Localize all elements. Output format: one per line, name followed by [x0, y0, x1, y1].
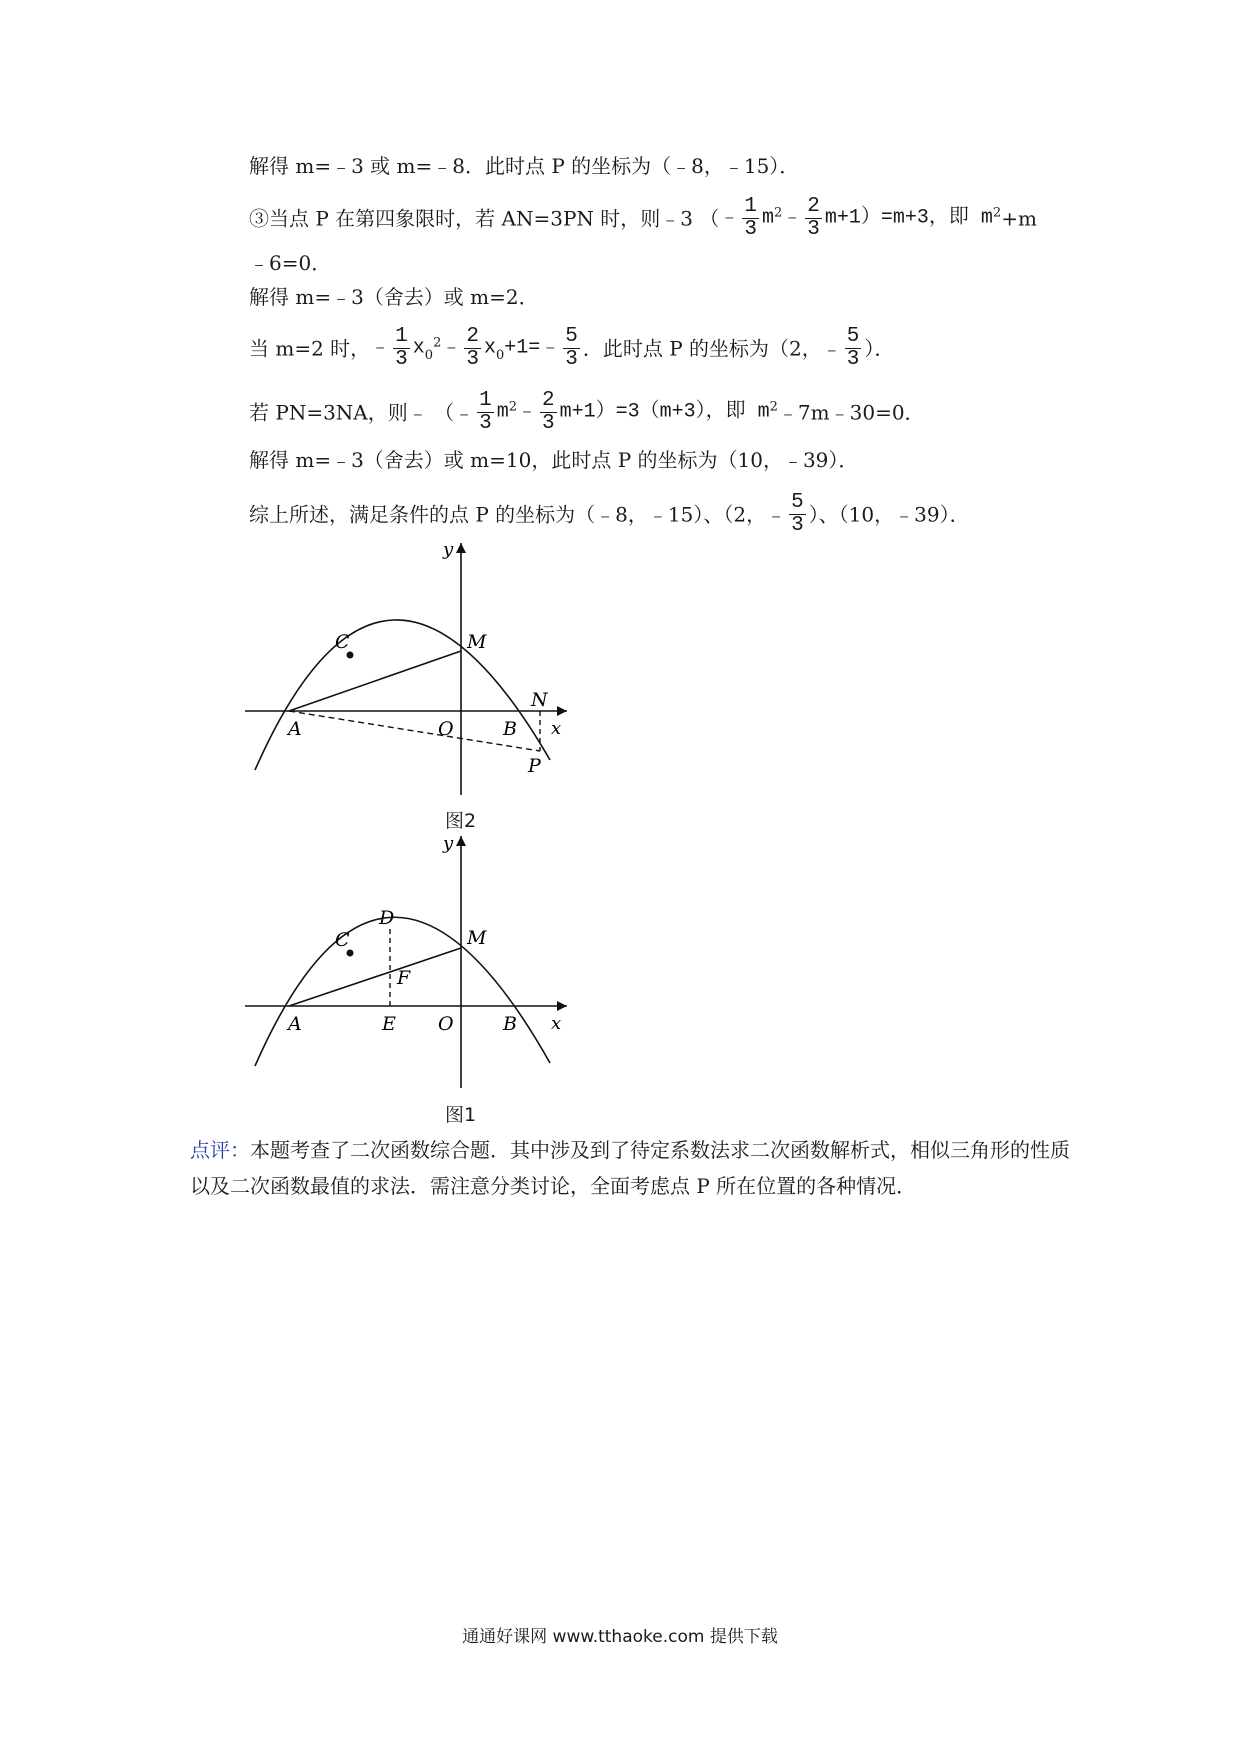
label-e: E — [382, 1013, 396, 1035]
fraction: $\frac{1}{3}$ — [395, 325, 408, 371]
fraction: $\frac{5}{3}$ — [846, 325, 860, 371]
y-axis-arrow — [456, 543, 466, 553]
label-p: P — [528, 755, 541, 777]
figure-2-caption: 图2 — [445, 810, 477, 832]
comment-block — [190, 1132, 1070, 1204]
solution-line-2: ③当点 P 在第四象限时，若 AN=3PN 时，则﹣3 （﹣ $\frac{1}{3}$ $m^2﹣$ $\frac{2}{3}$ m+1）=m+3，即 $m^2+m$ — [249, 195, 1037, 241]
fraction: $\frac{1}{3}$ — [744, 195, 757, 241]
figure-1 — [245, 828, 585, 1088]
label-a: A — [288, 1013, 302, 1035]
solution-line-4: 解得 m=﹣3（舍去）或 m=2． — [249, 285, 539, 309]
label-b: B — [503, 1013, 517, 1035]
fraction: $\frac{2}{3}$ — [542, 389, 555, 435]
fraction: $\frac{5}{3}$ — [565, 325, 578, 371]
segment-am — [289, 948, 461, 1006]
label-d: D — [379, 907, 395, 929]
fraction: $\frac{5}{3}$ — [791, 491, 804, 537]
label-m: M — [467, 631, 487, 653]
fraction: $\frac{2}{3}$ — [807, 195, 820, 241]
figure-2 — [245, 535, 585, 795]
solution-line-1: 解得 m=﹣3 或 m=﹣8．此时点 P 的坐标为（﹣8，﹣15）． — [249, 154, 800, 178]
label-o: O — [438, 1013, 454, 1035]
label-n: N — [531, 689, 548, 711]
fraction: $\frac{2}{3}$ — [466, 325, 479, 371]
solution-line-7: 解得 m=﹣3（舍去）或 m=10，此时点 P 的坐标为（10，﹣39）． — [249, 448, 859, 472]
solution-line-3: ﹣6=0． — [249, 251, 332, 275]
solution-line-8: 综上所述，满足条件的点 P 的坐标为（﹣8，﹣15）、（2，﹣ $\frac{5}{3}$ ）、（10，﹣39）． — [249, 491, 970, 537]
x-axis-arrow — [557, 706, 567, 716]
label-o: O — [438, 718, 454, 740]
segment-am — [289, 651, 461, 711]
label-b: B — [503, 718, 517, 740]
page-footer: 通通好课网 www.tthaoke.com 提供下载 — [462, 1627, 778, 1647]
label-c: C — [335, 631, 350, 653]
comment-text: 本题考查了二次函数综合题．其中涉及到了待定系数法求二次函数解析式，相似三角形的性质以及二次函数最值的求法．需注意分类讨论，全面考虑点 P 所在位置的各种情况． — [190, 1138, 1070, 1198]
comment-tag: 点评： — [190, 1138, 250, 1162]
label-f: F — [397, 967, 411, 989]
label-y: y — [443, 833, 454, 854]
label-m: M — [467, 927, 487, 949]
label-y: y — [443, 539, 454, 560]
solution-line-6: 若 PN=3NA，则﹣ （﹣ $\frac{1}{3}$ $m^2﹣$ $\frac{2}{3}$ m+1）=3（m+3），即 $m^2﹣7m﹣30=0$． — [249, 389, 925, 435]
parabola — [255, 917, 550, 1066]
figure-1-caption: 图1 — [445, 1104, 477, 1126]
solution-line-5: 当 m=2 时，﹣ $\frac{1}{3}$ $x_0^2﹣$ $\frac{2}{3}$ $x_0+1=﹣$ $\frac{5}{3}$ ．此时点 P 的坐标为（2，﹣ $\frac{5}{3}$ ）． — [249, 325, 895, 371]
y-axis-arrow — [456, 836, 466, 846]
label-a: A — [288, 718, 302, 740]
label-x: x — [551, 1013, 562, 1034]
x-axis-arrow — [557, 1001, 567, 1011]
label-x: x — [551, 718, 562, 739]
parabola — [255, 620, 550, 770]
fraction: $\frac{1}{3}$ — [479, 389, 492, 435]
label-c: C — [335, 929, 350, 951]
